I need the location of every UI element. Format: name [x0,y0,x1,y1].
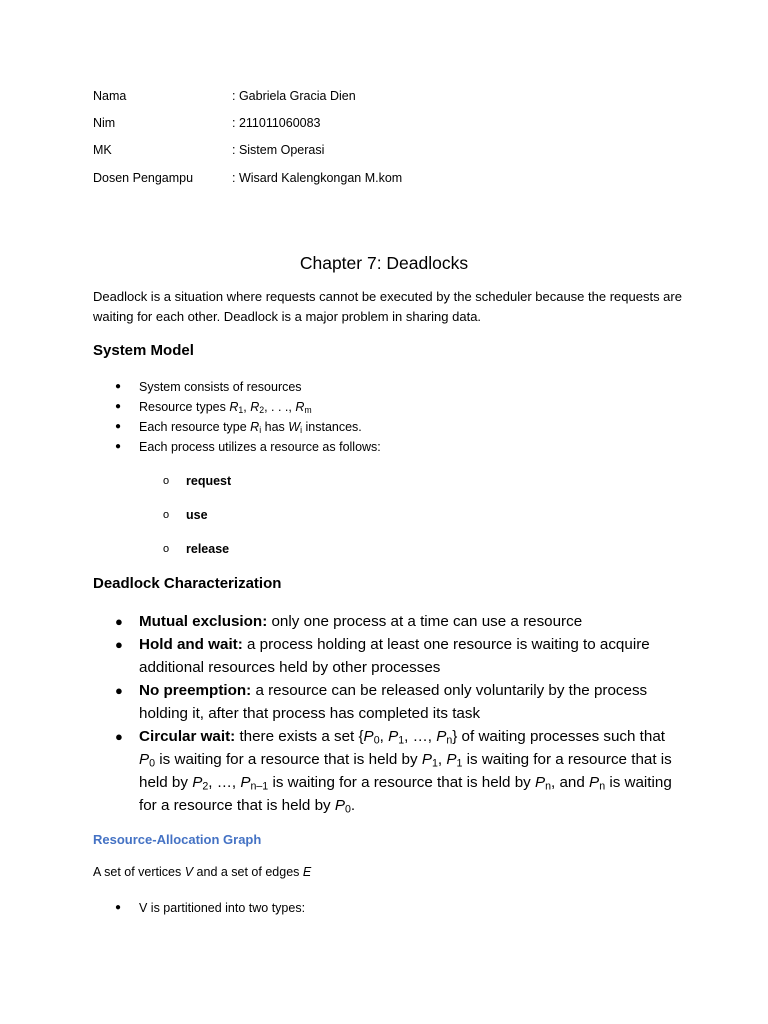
info-value: : Gabriela Gracia Dien [232,89,356,103]
circle-bullet-icon: o [163,543,170,555]
info-label: MK [93,143,112,157]
info-value: : Wisard Kalengkongan M.kom [232,171,403,185]
rag-heading: Resource-Allocation Graph [93,832,262,847]
info-label: Nama [93,89,127,103]
info-value: : 211011060083 [232,116,321,130]
characterization-heading: Deadlock Characterization [93,575,282,592]
info-label: Nim [93,116,116,130]
info-value: : Sistem Operasi [232,143,325,157]
circle-bullet-icon: o [163,509,170,521]
rag-paragraph: A set of vertices V and a set of edges E [93,865,312,879]
info-label: Dosen Pengampu [93,171,194,185]
list-item-mutual-exclusion: ● Mutual exclusion: only one process at a time can use a resource [115,610,685,633]
bullet-icon: ● [115,637,123,652]
bullet-icon: ● [115,441,122,452]
bullet-icon: ● [115,401,122,412]
system-model-heading: System Model [93,342,194,359]
bullet-icon: ● [115,614,123,629]
bullet-icon: ● [115,381,122,392]
bullet-icon: ● [115,421,122,432]
list-item-no-preemption: ● No preemption: a resource can be released only voluntarily by the process holding it, after that process has completed its task [115,679,685,725]
list-item-circular-wait: ● Circular wait: there exists a set {$P_0$, $P_1$, …, $P_n$} of waiting processes such that $P_0$ is waiting for a resource that is held by $P_1$, $P_1$ is waiting for a resource that is held by $P_2$, …, $P_{n-1}$ is waiting for a resource that is held by $P_n$, and $P_n$ is waiting for a resource that is held by $P_0$. [115,725,685,817]
circle-bullet-icon: o [163,475,170,487]
bullet-icon: ● [115,902,122,913]
bullet-icon: ● [115,683,123,698]
document-page: Nama : Gabriela Gracia Dien Nim : 211011060083 MK : Sistem Operasi Dosen Pengampu : Wisard Kalengkongan M.kom Chapter 7: Deadlocks Deadlock is a situation where requests cannot be executed by the scheduler because the requests are waiting for each other. Deadlock is a major problem in sharing data. System Model ● System consists of resources ● Resource types $R_1$, $R_2$, . . ., $R_m$ ● Each resource type $R_i$ has $W_i$ instances. ● Each process utilizes a resource as follows: o request o use o release Deadlock Characterization ● Mutual exclusion: only one process at a time can use a resource ● Hold and wait: a process holding at least one resource is waiting to acquire additional resources held by other processes ● No preemption: a resource can be released only voluntarily by the process holding it, after that process has completed its task ● Circular wait: there exists a set {$P_0$, $P_1$, …, $P_n$} of waiting processes such that $P_0$ is waiting for a resource that is held by $P_1$, $P_1$ is waiting for a resource that is held by $P_2$, …, $P_{n-1}$ is waiting for a resource that is held by $P_n$, and $P_n$ is waiting for a resource that is held by $P_0$. Resource-Allocation Graph A set of vertices V and a set of edges E ● V is partitioned into two types: [0,0,768,1024]
list-item-hold-and-wait: ● Hold and wait: a process holding at least one resource is waiting to acquire additional resources held by other processes [115,633,685,679]
intro-paragraph: Deadlock is a situation where requests cannot be executed by the scheduler because the requests are waiting for each other. Deadlock is a major problem in sharing data. [93,289,682,324]
bullet-icon: ● [115,729,123,744]
page-title: Chapter 7: Deadlocks [299,253,469,273]
